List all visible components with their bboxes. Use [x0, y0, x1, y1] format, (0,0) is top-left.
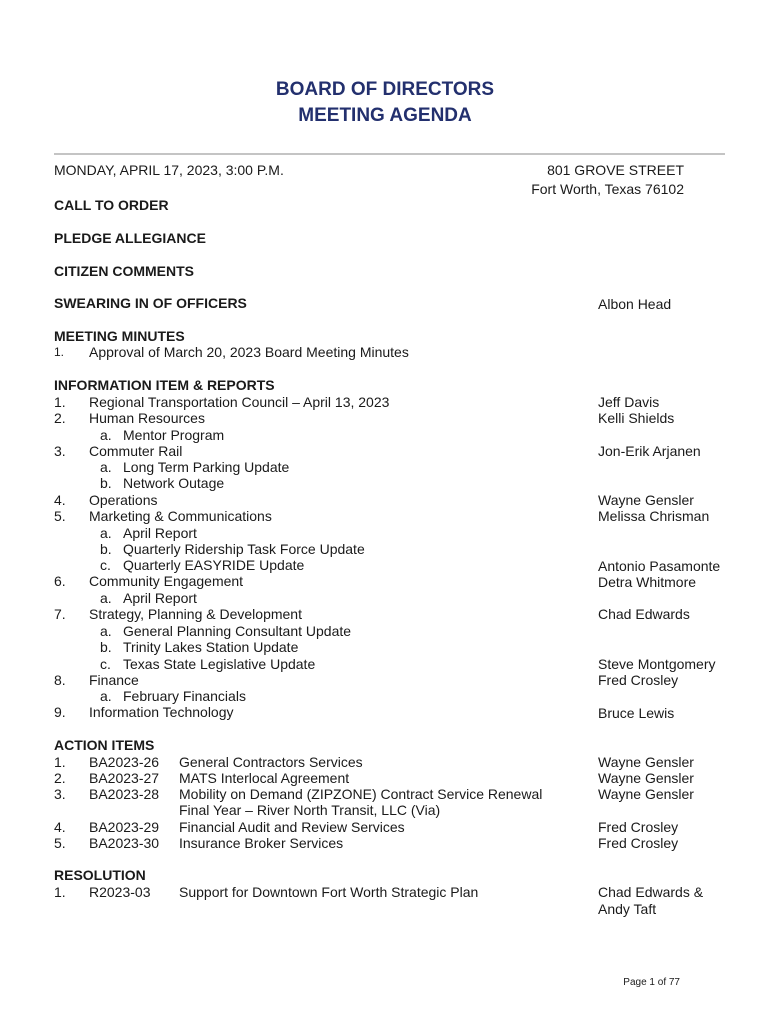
sub-item-text: April Report [123, 525, 197, 541]
resolution-item-number: 1. [54, 884, 66, 900]
address-city: Fort Worth, Texas 76102 [531, 181, 684, 197]
action-item-presenter: Wayne Gensler [598, 754, 694, 770]
sub-item-text: Long Term Parking Update [123, 459, 290, 475]
info-item-number: 6. [54, 573, 66, 589]
resolution-item-code: R2023-03 [89, 884, 151, 900]
sub-item-letter: b. [100, 541, 112, 557]
meeting-minutes-heading: MEETING MINUTES [54, 328, 185, 344]
sub-item-letter: b. [100, 639, 112, 655]
sub-item-text: Quarterly Ridership Task Force Update [123, 541, 365, 557]
action-items-heading: ACTION ITEMS [54, 737, 155, 753]
address-street: 801 GROVE STREET [547, 162, 684, 178]
action-item-code: BA2023-28 [89, 786, 160, 802]
sub-item-text: Texas State Legislative Update [123, 656, 316, 672]
action-item-code: BA2023-26 [89, 754, 160, 770]
action-item-text: Financial Audit and Review Services [179, 819, 405, 835]
info-item-presenter: Jeff Davis [598, 394, 660, 410]
sub-item-text: April Report [123, 590, 197, 606]
citizen-comments-heading: CITIZEN COMMENTS [54, 263, 194, 279]
action-item-code: BA2023-30 [89, 835, 160, 851]
action-item-text: Insurance Broker Services [179, 835, 344, 851]
page-title-line2: MEETING AGENDA [298, 105, 472, 126]
info-item-text: Information Technology [89, 704, 234, 720]
info-item-text: Community Engagement [89, 573, 244, 589]
page-number: Page 1 of 77 [623, 977, 680, 988]
action-item-presenter: Wayne Gensler [598, 770, 694, 786]
resolution-item-presenter-continued: Andy Taft [598, 901, 657, 917]
sub-item-text: General Planning Consultant Update [123, 623, 352, 639]
info-item-presenter: Kelli Shields [598, 410, 675, 426]
resolution-heading: RESOLUTION [54, 867, 146, 883]
info-item-text: Finance [89, 672, 139, 688]
minutes-item-text: Approval of March 20, 2023 Board Meeting Minutes [89, 344, 409, 360]
info-item-text: Marketing & Communications [89, 508, 272, 524]
info-item-text: Strategy, Planning & Development [89, 606, 302, 622]
info-item-presenter: Melissa Chrisman [598, 508, 710, 524]
action-item-number: 4. [54, 819, 66, 835]
resolution-item-text: Support for Downtown Fort Worth Strategic Plan [179, 884, 479, 900]
action-item-number: 1. [54, 754, 66, 770]
sub-item-letter: c. [100, 557, 111, 573]
info-item-presenter: Fred Crosley [598, 672, 679, 688]
sub-item-text: February Financials [123, 688, 246, 704]
info-item-number: 8. [54, 672, 66, 688]
info-item-presenter: Detra Whitmore [598, 574, 697, 590]
info-item-text: Human Resources [89, 410, 205, 426]
info-item-number: 2. [54, 410, 66, 426]
info-item-presenter: Jon-Erik Arjanen [598, 443, 701, 459]
action-item-text-continued: Final Year – River North Transit, LLC (Via) [179, 802, 441, 818]
sub-item-presenter: Antonio Pasamonte [598, 558, 721, 574]
action-item-presenter: Fred Crosley [598, 835, 679, 851]
action-item-text: Mobility on Demand (ZIPZONE) Contract Service Renewal [179, 786, 543, 802]
info-item-number: 4. [54, 492, 66, 508]
action-item-text: General Contractors Services [179, 754, 363, 770]
sub-item-text: Quarterly EASYRIDE Update [123, 557, 305, 573]
info-item-presenter: Bruce Lewis [598, 705, 675, 721]
sub-item-text: Network Outage [123, 475, 225, 491]
meeting-date: MONDAY, APRIL 17, 2023, 3:00 P.M. [54, 162, 284, 178]
action-item-code: BA2023-29 [89, 819, 160, 835]
sub-item-letter: a. [100, 427, 112, 443]
action-item-presenter: Fred Crosley [598, 819, 679, 835]
sub-item-presenter: Steve Montgomery [598, 656, 716, 672]
info-item-text: Operations [89, 492, 158, 508]
sub-item-text: Trinity Lakes Station Update [123, 639, 299, 655]
action-item-number: 5. [54, 835, 66, 851]
pledge-heading: PLEDGE ALLEGIANCE [54, 230, 206, 246]
info-item-number: 9. [54, 704, 66, 720]
page-title-line1: BOARD OF DIRECTORS [275, 79, 495, 100]
sub-item-text: Mentor Program [123, 427, 225, 443]
information-heading: INFORMATION ITEM & REPORTS [54, 377, 275, 393]
resolution-item-presenter: Chad Edwards & [598, 884, 704, 900]
sub-item-letter: a. [100, 623, 112, 639]
sub-item-letter: a. [100, 525, 112, 541]
swearing-presenter: Albon Head [598, 296, 672, 312]
info-item-text: Commuter Rail [89, 443, 183, 459]
info-item-text: Regional Transportation Council – April 13, 2023 [89, 394, 390, 410]
info-item-presenter: Chad Edwards [598, 606, 690, 622]
sub-item-letter: a. [100, 459, 112, 475]
minutes-item-number: 1. [54, 345, 65, 359]
header-divider [54, 153, 725, 155]
info-item-number: 7. [54, 606, 66, 622]
swearing-heading: SWEARING IN OF OFFICERS [54, 295, 247, 311]
action-item-number: 3. [54, 786, 66, 802]
sub-item-letter: a. [100, 688, 112, 704]
info-item-presenter: Wayne Gensler [598, 492, 694, 508]
action-item-presenter: Wayne Gensler [598, 786, 694, 802]
action-item-code: BA2023-27 [89, 770, 160, 786]
sub-item-letter: c. [100, 656, 111, 672]
action-item-text: MATS Interlocal Agreement [179, 770, 350, 786]
call-to-order-heading: CALL TO ORDER [54, 197, 169, 213]
sub-item-letter: b. [100, 475, 112, 491]
info-item-number: 1. [54, 394, 66, 410]
info-item-number: 3. [54, 443, 66, 459]
sub-item-letter: a. [100, 590, 112, 606]
action-item-number: 2. [54, 770, 66, 786]
info-item-number: 5. [54, 508, 66, 524]
